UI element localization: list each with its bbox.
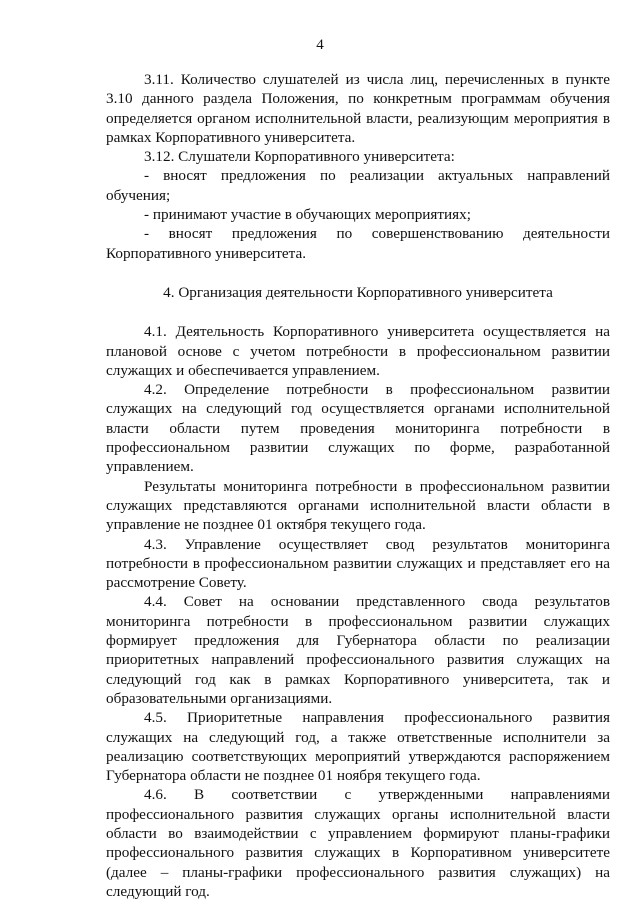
paragraph-3-12: 3.12. Слушатели Корпоративного университета: — [144, 148, 455, 166]
paragraph-4-6: 4.6. В соответствии с утвержденными направлениями профессионального развития служащих органы исполнительной власти области во взаимодействии с управлением формируют планы-графики профессионального развития служащих в Корпоративном университете (далее – планы-графики профессионального развития служащих) на следующий год. — [106, 786, 610, 900]
document-body — [106, 70, 610, 901]
list-item-participation: - принимают участие в обучающих мероприятиях; — [144, 206, 471, 224]
paragraph-4-5: 4.5. Приоритетные направления профессионального развития служащих на следующий год, а также ответственные исполнители за реализацию соответствующих мероприятий утверждаются распоряжением Губернатора области не позднее 01 ноября текущего года. — [106, 709, 610, 785]
paragraph-4-2: 4.2. Определение потребности в профессиональном развитии служащих на следующий год осуществляется органами исполнительной власти области путем проведения мониторинга потребности в профессиональном развитии служащих по форме, разработанной управлением. — [106, 381, 610, 476]
list-item-proposals-improvement: - вносят предложения по совершенствованию деятельности Корпоративного университета. — [106, 225, 610, 262]
paragraph-3-11: 3.11. Количество слушателей из числа лиц, перечисленных в пункте 3.10 данного раздела Положения, по конкретным программам обучения определяется органом исполнительной власти, реализующим мероприятия в рамках Корпоративного университета. — [106, 71, 610, 146]
paragraph-4-4: 4.4. Совет на основании представленного свода результатов мониторинга потребности в профессиональном развитии служащих формирует предложения для Губернатора области по реализации приоритетных направлений профессионального развития служащих на следующий год как в рамках Корпоративного университета, так и образовательными организациями. — [106, 593, 610, 707]
paragraph-4-3: 4.3. Управление осуществляет свод результатов мониторинга потребности в профессиональном развитии служащих и представляет его на рассмотрение Совету. — [106, 535, 610, 592]
page-number: 4 — [316, 37, 324, 53]
paragraph-monitoring-results: Результаты мониторинга потребности в профессиональном развитии служащих представляются органами исполнительной власти области в управление не позднее 01 октября текущего года. — [106, 477, 610, 534]
paragraph-4-1: 4.1. Деятельность Корпоративного университета осуществляется на плановой основе с учетом потребности в профессиональном развитии служащих и обеспечивается управлением. — [106, 323, 610, 379]
section-heading: 4. Организация деятельности Корпоративного университета — [163, 283, 553, 301]
list-item-proposals-directions: - вносят предложения по реализации актуальных направлений обучения; — [106, 167, 610, 204]
